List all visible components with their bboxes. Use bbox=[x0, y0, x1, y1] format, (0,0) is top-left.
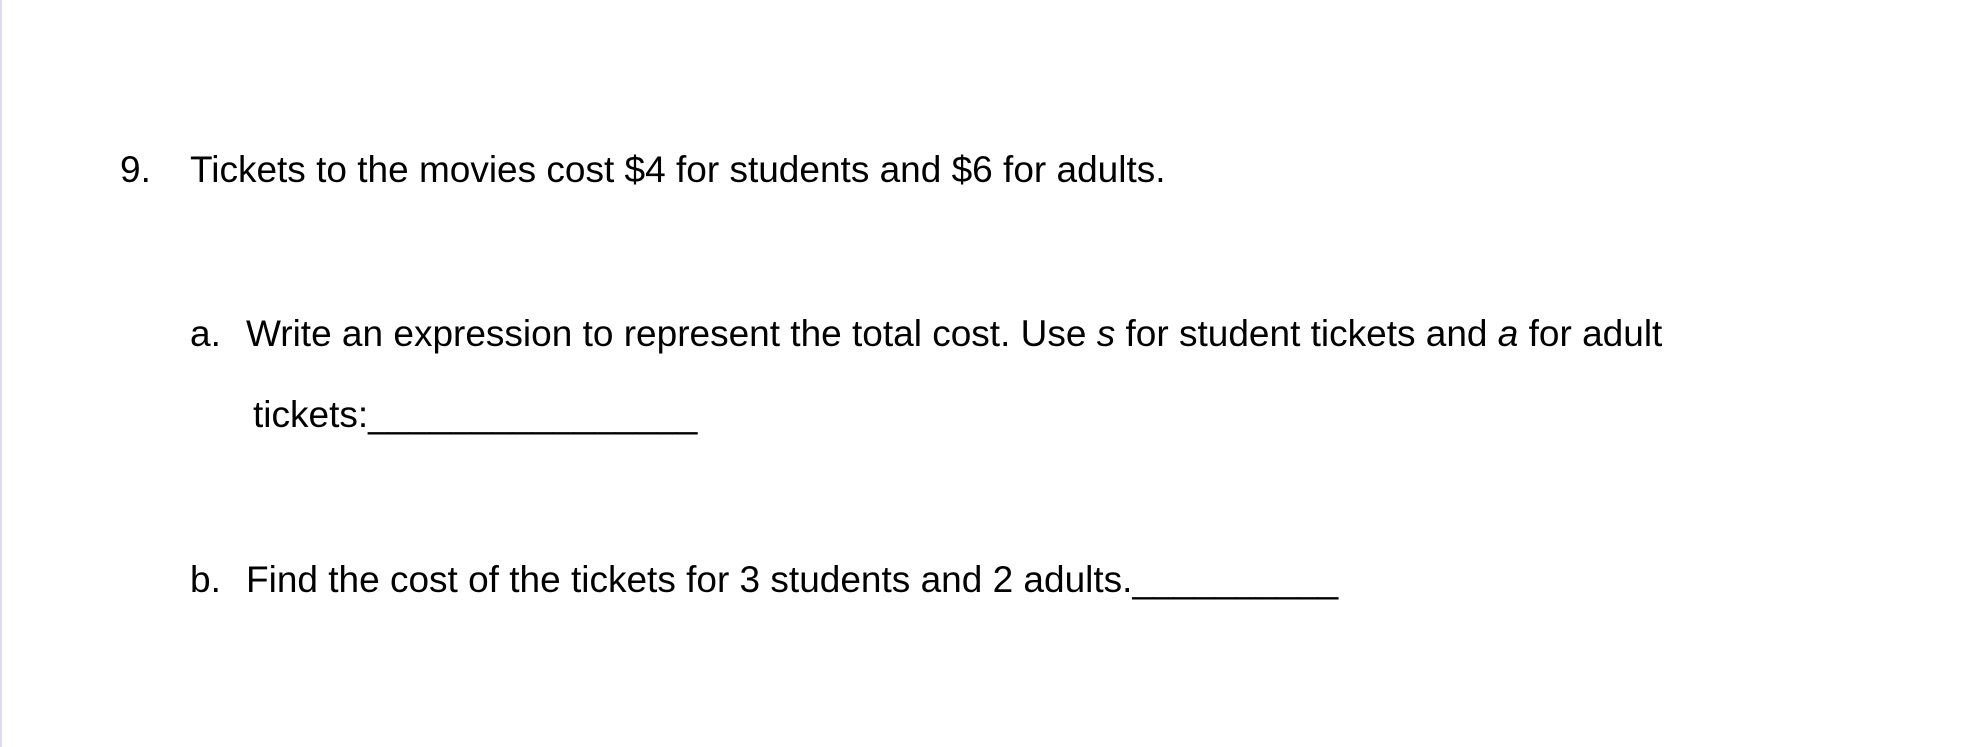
part-a-tickets-label: tickets: bbox=[253, 394, 369, 435]
part-b-question: Find the cost of the tickets for 3 students and 2 adults. bbox=[246, 559, 1133, 600]
part-a-answer-blank[interactable]: ________________ bbox=[368, 394, 698, 435]
part-a-text-2: for student tickets and bbox=[1115, 313, 1498, 354]
part-a-text-1: Write an expression to represent the total cost. Use bbox=[246, 313, 1097, 354]
page-left-border bbox=[0, 0, 2, 747]
part-b-text bbox=[246, 558, 1338, 602]
question-number: 9. bbox=[120, 149, 151, 190]
variable-s: s bbox=[1096, 313, 1116, 354]
part-b-answer-blank[interactable]: __________ bbox=[1132, 559, 1339, 600]
variable-a: a bbox=[1497, 313, 1519, 354]
part-b-label: b. bbox=[190, 559, 221, 600]
question-text: Tickets to the movies cost $4 for students and $6 for adults. bbox=[190, 149, 1166, 190]
part-a-text bbox=[246, 312, 1662, 356]
part-a-label: a. bbox=[190, 313, 221, 354]
part-a-continuation bbox=[253, 393, 697, 437]
part-a-text-3: for adult bbox=[1518, 313, 1663, 354]
